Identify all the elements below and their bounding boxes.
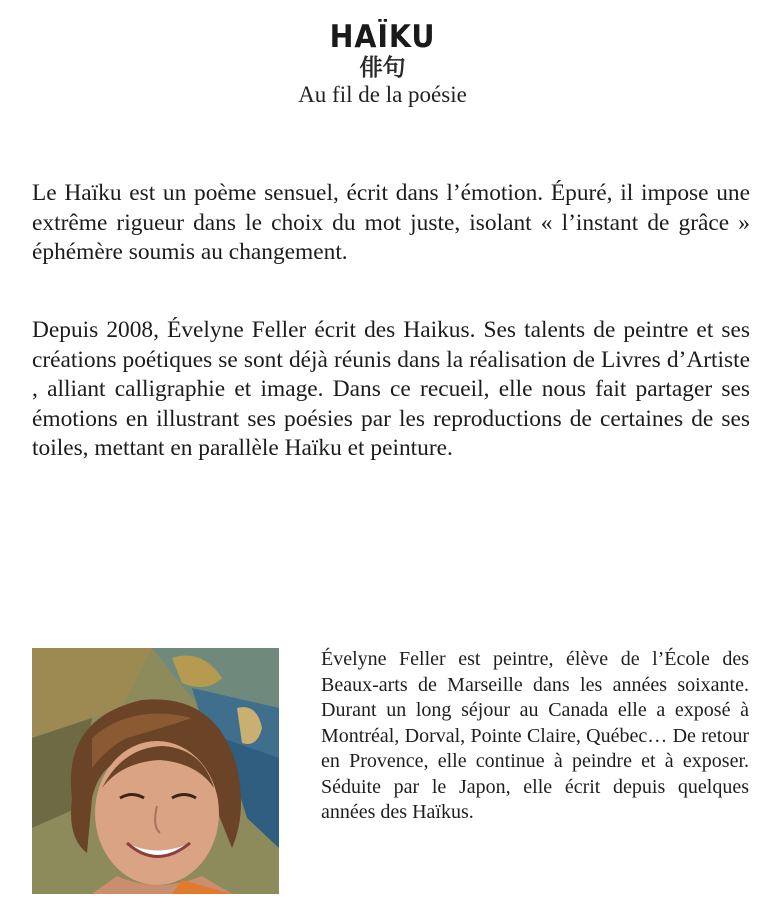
kanji-subtitle: 俳句	[359, 55, 406, 81]
page-title: HAÏKU	[329, 19, 436, 55]
subtitle: Au fil de la poésie	[298, 82, 467, 107]
intro-paragraph-2: Depuis 2008, Évelyne Feller écrit des Haikus. Ses talents de peintre et ses créations poétiques se sont déjà réunis dans la réalisation de Livres d’Artiste , alliant calligraphie et image. Dans ce recueil, elle nous fait partager ses émotions en illustrant ses poésies par les reproductions de certaines de ses toiles, mettant en parallèle Haïku et peinture.	[32, 317, 750, 461]
header	[0, 18, 765, 110]
author-photo	[32, 648, 279, 894]
author-bio: Évelyne Feller est peintre, élève de l’École des Beaux-arts de Marseille dans les années soixante. Durant un long séjour au Canada elle a exposé à Montréal, Dorval, Pointe Claire, Québec… De retour en Provence, elle continue à peindre et à exposer. Séduite par le Japon, elle écrit depuis quelques années des Haïkus.	[321, 648, 749, 823]
intro-paragraph-1: Le Haïku est un poème sensuel, écrit dans l’émotion. Épuré, il impose une extrême rigueur dans le choix du mot juste, isolant « l’instant de grâce » éphémère soumis au changement.	[32, 180, 750, 265]
